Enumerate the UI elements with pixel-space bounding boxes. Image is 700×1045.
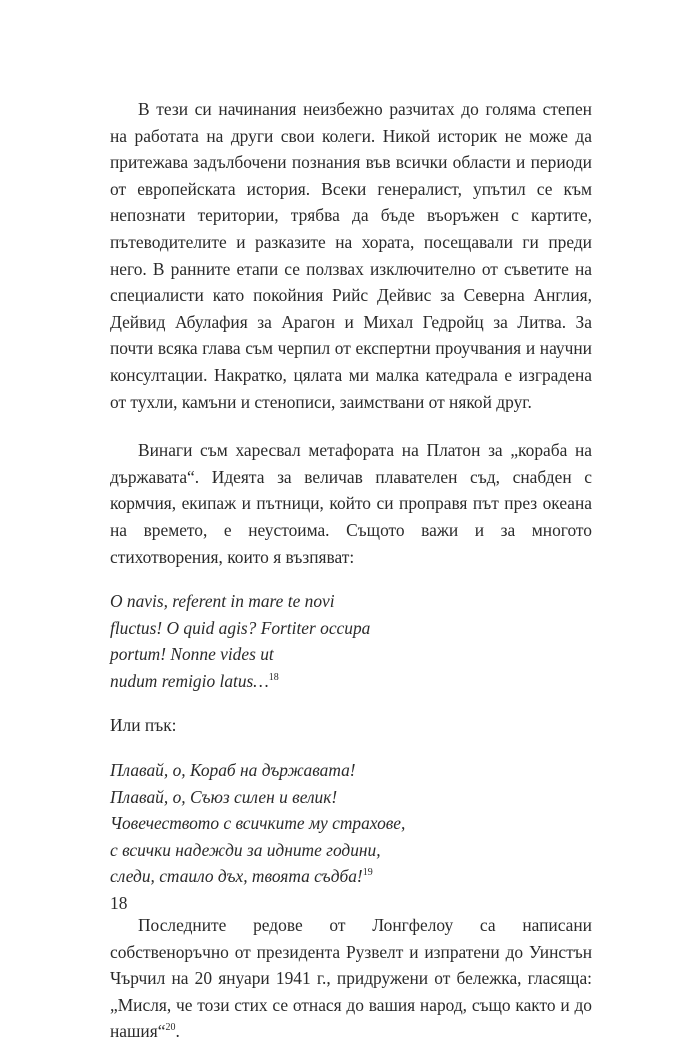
verse-line-text: следи, стаило дъх, твоята съдба! [110, 866, 363, 887]
verse-line: O navis, referent in mare te novi [110, 591, 335, 612]
verse-line: portum! Nonne vides ut [110, 644, 274, 665]
footnote-ref: 19 [362, 867, 373, 879]
page-body [110, 96, 592, 1045]
verse-line: Плавай, о, Съюз силен и велик! [110, 786, 338, 807]
verse-line: Плавай, о, Кораб на държавата! [110, 760, 356, 781]
footnote-ref: 20 [165, 1022, 176, 1034]
verse-line-last [110, 863, 592, 890]
paragraph-4: Последните редове от Лонгфелоу са написани собственоръчно от президента Рузвелт и изпратени до Уинстън Чърчил на 20 януари 1941 г., придружени от бележка, гласяща: „Мисля, че този стих се отнася до вашия народ, също както и до нашия“$^{20}$. [110, 915, 592, 1042]
page-number: 18 [110, 893, 128, 913]
latin-verse [110, 588, 592, 694]
verse-line-text: nudum remigio latus… [110, 670, 269, 691]
paragraph-4-text: Последните редове от Лонгфелоу са написани собственоръчно от президента Рузвелт и изпратени до Уинстън Чърчил на 20 януари 1941 г., придружени от бележка, гласяща: „Мисля, че този стих се отнася до вашия народ, също както и до нашия“ [110, 915, 592, 1042]
paragraph-1: В тези си начинания неизбежно разчитах до голяма степен на работата на други свои колеги. Никой историк не може да притежава задълбочени познания във всички области и периоди от европейската история. Всеки генералист, упътил се към непознати територии, трябва да бъде въоръжен с картите, пътеводителите и разказите на хората, посещавали ги преди него. В ранните етапи се ползвах изключително от съветите на специалисти като покойния Рийс Дейвис за Северна Англия, Дейвид Абулафия за Арагон и Михал Гедройц за Литва. За почти всяка глава съм черпил от експертни проучвания и научни консултации. Накратко, цялата ми малка катедрала е изградена от тухли, камъни и стенописи, заимствани от някой друг. [110, 99, 592, 412]
paragraph-2: Винаги съм харесвал метафората на Платон за „кораба на държавата“. Идеята за величав плавателен съд, снабден с кормчия, екипаж и пътници, който си проправя път през океана на времето, е неустоима. Същото важи и за многото стихотворения, които я възпяват: [110, 440, 592, 567]
verse-line: с всички надежди за идните години, [110, 839, 381, 860]
verse-line: Човечеството с всичките му страхове, [110, 813, 406, 834]
verse-line: fluctus! O quid agis? Fortiter occupa [110, 617, 371, 638]
bulgarian-verse [110, 757, 592, 890]
verse-intro: Или пък: [110, 715, 177, 736]
footnote-ref: 18 [268, 671, 279, 683]
verse-line-last [110, 668, 592, 695]
